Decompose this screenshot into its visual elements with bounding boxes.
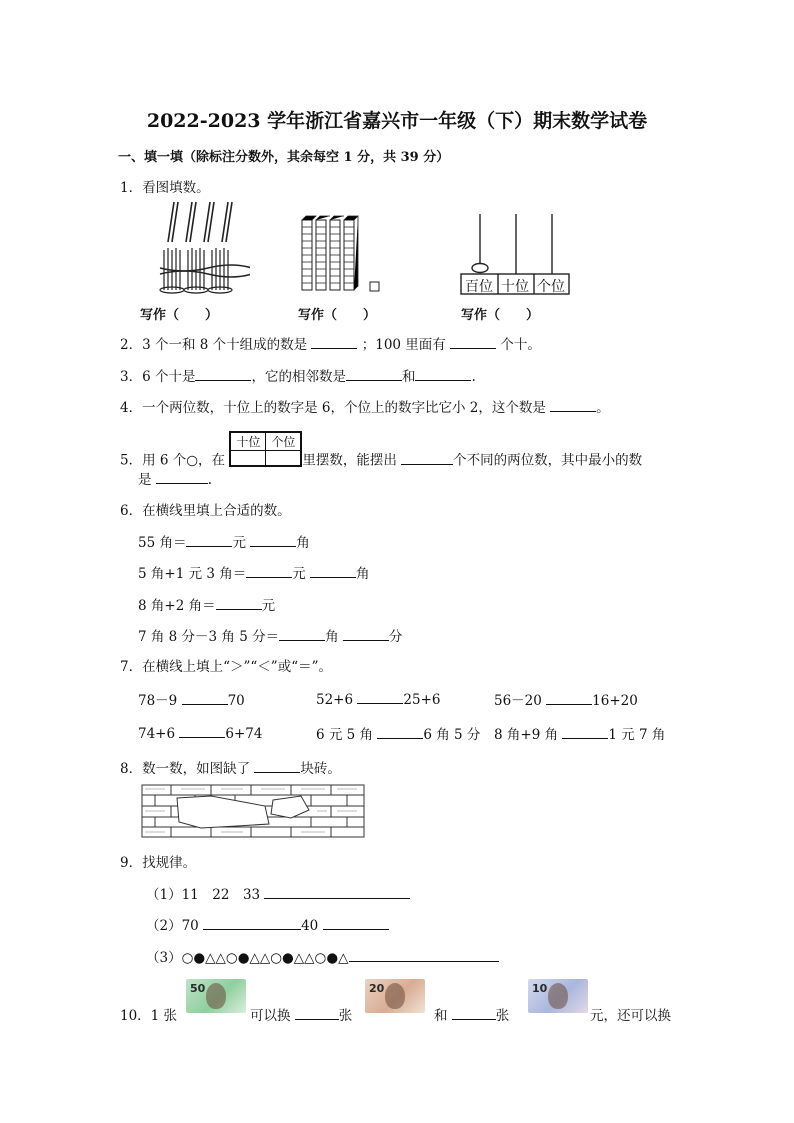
q5-text-c: 个不同的两位数，其中最小的数 <box>453 452 643 469</box>
q7-r1-c1-blank[interactable] <box>182 690 228 705</box>
banknote-50-value: 50 <box>190 982 206 995</box>
q10-text-b: 可以换 <box>250 1008 291 1024</box>
q7-r2-c2-left: 6 元 5 角 <box>316 727 374 743</box>
q6-line3 <box>138 594 275 614</box>
q10-text-d: 和 <box>434 1008 448 1024</box>
q6-l1-blank-1[interactable] <box>186 532 232 547</box>
banknote-20 <box>365 979 425 1013</box>
q6-l2-a: 5 角+1 元 3 角＝ <box>138 566 247 582</box>
portrait-icon <box>206 983 226 1009</box>
q7-r2-c1-blank[interactable] <box>179 723 225 738</box>
q1-write-3: 写作（ ） <box>461 308 540 323</box>
q7-r1-c3 <box>494 689 638 709</box>
q5-text-d: 是 <box>138 472 152 488</box>
q6-line4 <box>138 625 402 645</box>
q7-r2-c3-right: 1 元 7 角 <box>608 727 666 743</box>
q7-r1-c1-left: 78－9 <box>138 693 178 709</box>
q4-text-a: 4．一个两位数，十位上的数字是 6，个位上的数字比它小 2，这个数是 <box>120 400 546 416</box>
q7-r1-c2 <box>316 689 440 708</box>
q4 <box>120 396 610 416</box>
q3-blank-1[interactable] <box>195 366 251 381</box>
banknote-10-value: 10 <box>532 982 548 995</box>
q7-r2-c1-left: 74+6 <box>138 726 176 742</box>
q7-r1-c2-blank[interactable] <box>357 689 403 704</box>
q6-l4-blank-1[interactable] <box>279 626 325 641</box>
page-title: 2022-2023 学年浙江省嘉兴市一年级（下）期末数学试卷 <box>146 110 648 132</box>
q6-l1-a: 55 角＝ <box>138 535 187 551</box>
q7-r1-c3-right: 16+20 <box>592 693 638 709</box>
q9-p1 <box>146 883 410 903</box>
q10-line <box>250 1004 352 1024</box>
q3-blank-2[interactable] <box>346 366 402 381</box>
q9-p2-a: （2）70 <box>146 918 199 934</box>
q9-p2-blank-2[interactable] <box>323 915 389 930</box>
q6-l1-c: 角 <box>296 535 310 551</box>
abacus-label-tens: 十位 <box>501 279 529 295</box>
brick-wall-illustration <box>141 784 365 838</box>
q7-r2-c2-blank[interactable] <box>377 724 423 739</box>
q10-a: 10．1 张 <box>120 1008 178 1024</box>
q2-blank-1[interactable] <box>311 334 357 349</box>
q7-r2-c3 <box>494 723 665 743</box>
q7-r2-c3-left: 8 角+9 角 <box>494 727 559 743</box>
q6-l2-c: 角 <box>356 566 370 582</box>
q6-l4-c: 分 <box>388 629 403 645</box>
q6-l3-blank[interactable] <box>216 595 262 610</box>
bundles-illustration <box>150 198 250 300</box>
q6-l2-b: 元 <box>292 566 306 582</box>
q9-p2-blank-1[interactable] <box>203 915 301 930</box>
q3-text-a: 3．6 个十是 <box>120 369 196 385</box>
pv-head-ones: 个位 <box>266 433 301 451</box>
q6-l1-blank-2[interactable] <box>250 532 296 547</box>
q6-l2-blank-1[interactable] <box>246 563 292 578</box>
q5-line2 <box>138 468 212 488</box>
q6-l4-blank-2[interactable] <box>343 626 389 641</box>
q9-p2 <box>146 914 389 934</box>
q7-r2-c1-right: 6+74 <box>225 726 263 742</box>
q7-r1-c3-blank[interactable] <box>546 690 592 705</box>
q9-p1-blank[interactable] <box>264 884 410 899</box>
q3-text-c: 和 <box>401 369 416 385</box>
q9-p3-blank[interactable] <box>349 947 499 962</box>
q7-r2-c1 <box>138 723 262 742</box>
q5-text-b: 里摆数，能摆出 <box>302 452 397 469</box>
q2-blank-2[interactable] <box>450 334 496 349</box>
q6-l4-a: 7 角 8 分－3 角 5 分＝ <box>138 629 280 645</box>
q1-stem: 1．看图填数。 <box>120 180 210 196</box>
q6-line1 <box>138 531 310 551</box>
q2-text-b: ；100 里面有 <box>361 337 446 353</box>
portrait-icon <box>385 983 405 1009</box>
cube-columns-illustration <box>300 214 384 296</box>
q1-write-2: 写作（ ） <box>298 308 377 323</box>
q5-text-e: . <box>207 472 213 488</box>
q8-text-a: 8．数一数，如图缺了 <box>120 761 251 777</box>
q7-r1-c1 <box>138 689 245 709</box>
q7-r1-c1-right: 70 <box>227 693 245 709</box>
q10-blank-1[interactable] <box>295 1005 339 1020</box>
q6-stem: 6．在横线里填上合适的数。 <box>120 503 291 519</box>
pv-cell-tens[interactable] <box>231 451 266 466</box>
q7-stem: 7．在横线上填上“＞”“＜”或“＝”。 <box>120 659 332 675</box>
abacus-label-ones: 个位 <box>537 279 565 295</box>
q6-line2 <box>138 562 370 582</box>
q3-text-b: ，它的相邻数是 <box>251 369 346 385</box>
q7-r2-c2 <box>316 723 480 743</box>
q5-blank-2[interactable] <box>156 469 208 484</box>
q10-text-c: 张 <box>338 1008 353 1024</box>
q6-l3-a: 8 角+2 角＝ <box>138 598 216 614</box>
q9-p3 <box>146 946 499 966</box>
q1-write-1: 写作（ ） <box>140 308 219 323</box>
q10-blank-2[interactable] <box>452 1005 496 1020</box>
q8 <box>120 757 341 777</box>
q3-blank-3[interactable] <box>415 366 471 381</box>
q7-r1-c3-left: 56－20 <box>494 693 542 709</box>
q10-line-2 <box>434 1004 509 1024</box>
abacus-label-hundreds: 百位 <box>465 279 493 295</box>
banknote-20-value: 20 <box>369 982 385 995</box>
section-heading: 一、填一填（除标注分数外，其余每空 1 分，共 39 分） <box>118 150 450 165</box>
q9-stem: 9．找规律。 <box>120 855 197 871</box>
banknote-10 <box>528 979 588 1013</box>
q9-p3-text: （3）○●△△○●△△○●△△○●△ <box>146 950 349 966</box>
portrait-icon <box>548 983 568 1009</box>
place-value-table <box>229 431 302 467</box>
q4-blank[interactable] <box>550 397 596 412</box>
q9-p1-text: （1）11 22 33 <box>146 887 261 903</box>
q7-r2-c3-blank[interactable] <box>562 724 608 739</box>
q3-text-d: . <box>471 369 476 385</box>
q5-text-a: 5．用 6 个○，在 <box>120 452 226 469</box>
q10-text-f: 元，还可以换 <box>590 1008 671 1024</box>
q5-blank-1[interactable] <box>401 450 453 465</box>
q6-l2-blank-2[interactable] <box>310 563 356 578</box>
q2-text-a: 2．3 个一和 8 个十组成的数是 <box>120 337 308 353</box>
pv-cell-ones[interactable] <box>266 451 301 466</box>
q9-p2-b: 40 <box>301 918 319 934</box>
q2-text-c: 个十。 <box>500 337 541 353</box>
q10-text-e: 张 <box>495 1008 510 1024</box>
q2 <box>120 333 541 353</box>
q4-text-b: 。 <box>596 400 610 416</box>
q7-r1-c2-left: 52+6 <box>316 692 354 708</box>
q3 <box>120 365 476 385</box>
q8-blank[interactable] <box>254 758 300 773</box>
q6-l1-b: 元 <box>232 535 246 551</box>
q6-l4-b: 角 <box>325 629 339 645</box>
q7-r2-c2-right: 6 角 5 分 <box>423 727 481 743</box>
pv-head-tens: 十位 <box>231 433 266 451</box>
banknote-50 <box>186 979 246 1013</box>
q6-l3-b: 元 <box>261 598 276 614</box>
q8-text-b: 块砖。 <box>300 761 341 777</box>
q7-r1-c2-right: 25+6 <box>403 692 441 708</box>
